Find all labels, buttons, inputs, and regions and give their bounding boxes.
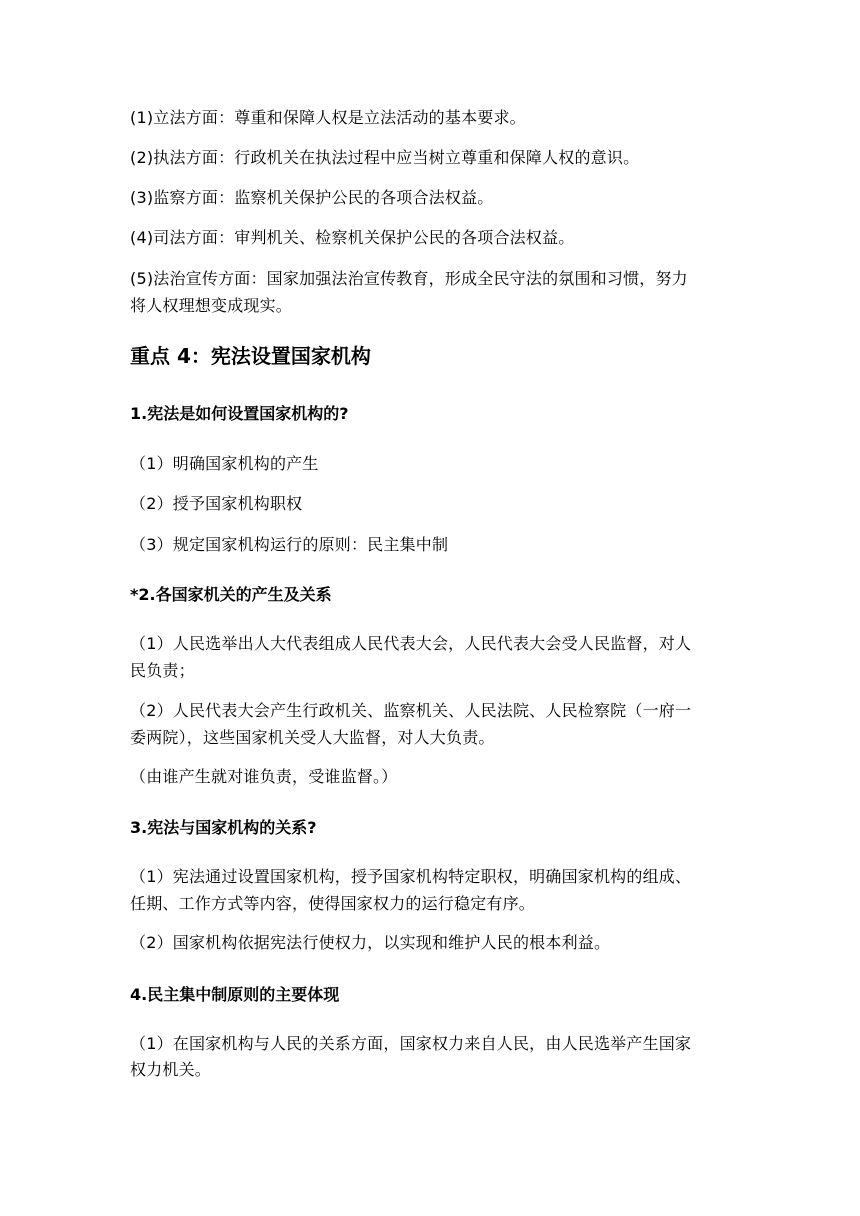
question-heading: *2.各国家机关的产生及关系 [130, 585, 332, 604]
paragraph-line: （1）人民选举出人大代表组成人民代表大会，人民代表大会受人民监督，对人 [130, 634, 692, 653]
question-heading: 3.宪法与国家机构的关系? [130, 818, 317, 837]
paragraph-line: 权力机关。 [130, 1060, 212, 1079]
paragraph-line: (4)司法方面：审判机关、检察机关保护公民的各项合法权益。 [130, 228, 575, 247]
question-heading: 1.宪法是如何设置国家机构的? [130, 404, 349, 423]
paragraph-line: (2)执法方面：行政机关在执法过程中应当树立尊重和保障人权的意识。 [130, 148, 640, 167]
section-heading: 重点 4：宪法设置国家机构 [130, 344, 371, 368]
paragraph-line: 将人权理想变成现实。 [130, 296, 293, 315]
paragraph-line: （1）宪法通过设置国家机构，授予国家机构特定职权，明确国家机构的组成、 [130, 867, 692, 886]
paragraph-line: (5)法治宣传方面：国家加强法治宣传教育，形成全民守法的氛围和习惯，努力 [130, 269, 688, 288]
list-item: （1）明确国家机构的产生 [130, 454, 319, 473]
question-heading: 4.民主集中制原则的主要体现 [130, 985, 340, 1004]
paragraph-line: 委两院），这些国家机关受人大监督，对人大负责。 [130, 728, 495, 747]
paragraph-line: (3)监察方面：监察机关保护公民的各项合法权益。 [130, 188, 494, 207]
paragraph-line: （2）国家机构依据宪法行使权力，以实现和维护人民的根本利益。 [130, 933, 611, 952]
paragraph-line: 民负责； [130, 661, 195, 680]
paragraph-line: 任期、工作方式等内容，使得国家权力的运行稳定有序。 [130, 894, 536, 913]
paragraph-line: (1)立法方面：尊重和保障人权是立法活动的基本要求。 [130, 108, 526, 127]
paragraph-line: （1）在国家机构与人民的关系方面，国家权力来自人民，由人民选举产生国家 [130, 1034, 692, 1053]
list-item: （2）授予国家机构职权 [130, 494, 303, 513]
list-item: （3）规定国家机构运行的原则：民主集中制 [130, 535, 449, 554]
paragraph-line: （由谁产生就对谁负责，受谁监督。） [130, 767, 398, 786]
paragraph-line: （2）人民代表大会产生行政机关、监察机关、人民法院、人民检察院（一府一 [130, 701, 692, 720]
